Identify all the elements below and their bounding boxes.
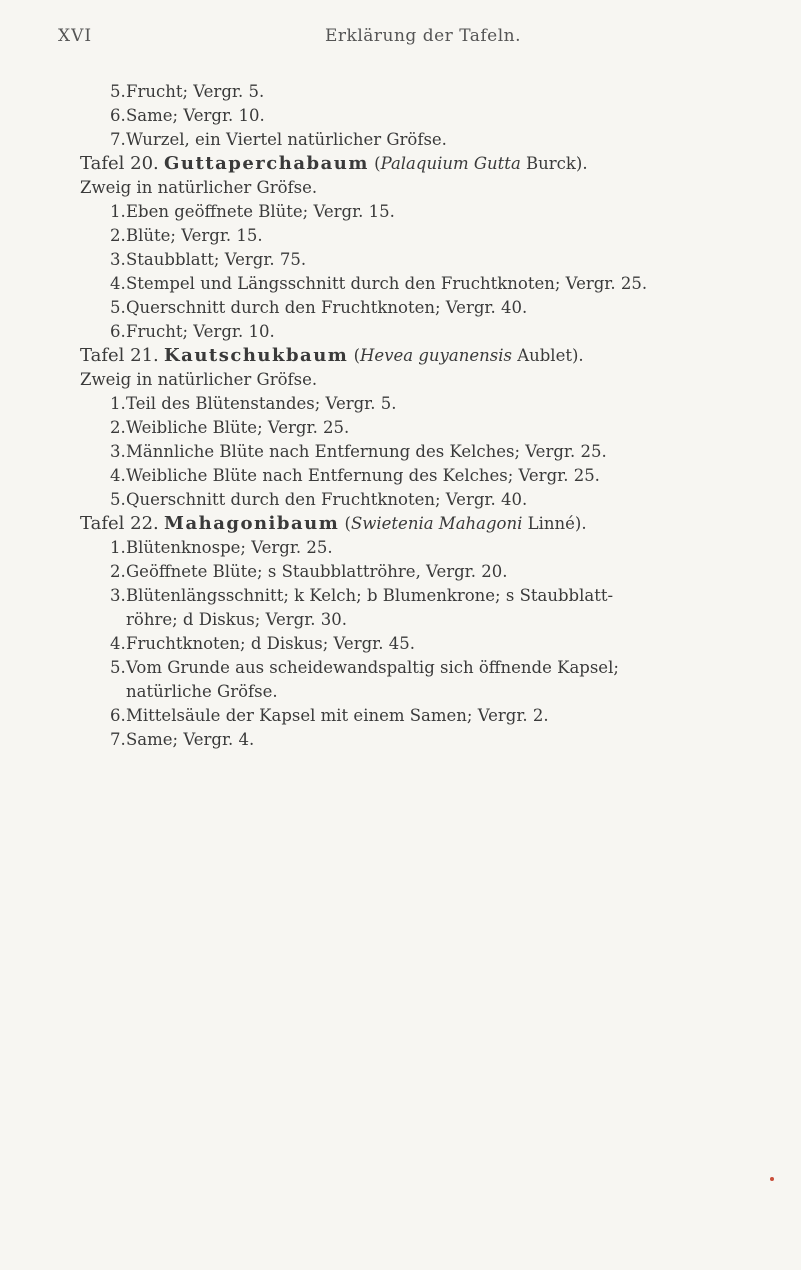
list-item xyxy=(80,296,780,320)
list-item xyxy=(80,728,780,752)
item-number: 6. xyxy=(110,706,126,725)
item-text: Frucht; Vergr. 10. xyxy=(126,322,275,341)
item-number: 6. xyxy=(110,106,126,125)
item-number: 2. xyxy=(110,226,126,245)
plate-paren-open: ( xyxy=(374,154,381,173)
item-text: Mittelsäule der Kapsel mit einem Samen; Vergr. 2. xyxy=(126,706,549,725)
item-text: Querschnitt durch den Fruchtknoten; Vergr. 40. xyxy=(126,298,528,317)
list-item xyxy=(80,248,780,272)
item-number: 7. xyxy=(110,130,126,149)
item-number: 4. xyxy=(110,274,126,293)
list-item xyxy=(80,224,780,248)
item-text: Männliche Blüte nach Entfernung des Kelches; Vergr. 25. xyxy=(126,442,607,461)
list-item xyxy=(80,536,780,560)
item-number: 5. xyxy=(110,82,126,101)
plate-label: Tafel 20. xyxy=(80,153,159,174)
item-text: Teil des Blütenstandes; Vergr. 5. xyxy=(126,394,397,413)
scientific-name: Swietenia Mahagoni xyxy=(350,514,523,533)
plate-authority: Linné). xyxy=(527,514,587,533)
plate-title: Kautschukbaum xyxy=(164,345,349,366)
item-number: 2. xyxy=(110,562,126,581)
item-text: Blüte; Vergr. 15. xyxy=(126,226,263,245)
item-text: Blütenknospe; Vergr. 25. xyxy=(126,538,333,557)
plate-title: Guttaperchabaum xyxy=(164,153,369,174)
item-number: 4. xyxy=(110,466,126,485)
ink-spot xyxy=(770,1177,774,1181)
item-text: Weibliche Blüte nach Entfernung des Kelches; Vergr. 25. xyxy=(126,466,600,485)
item-number: 3. xyxy=(110,586,126,605)
item-text: Querschnitt durch den Fruchtknoten; Vergr. 40. xyxy=(126,490,528,509)
list-item xyxy=(80,656,780,680)
item-number: 3. xyxy=(110,250,126,269)
item-text: Geöffnete Blüte; s Staubblattröhre, Vergr. 20. xyxy=(126,562,508,581)
page-number: XVI xyxy=(58,26,93,46)
item-number: 5. xyxy=(110,658,126,677)
list-item xyxy=(80,584,780,608)
running-title: Erklärung der Tafeln. xyxy=(325,26,521,46)
item-number: 6. xyxy=(110,322,126,341)
plate-authority: Burck). xyxy=(526,154,588,173)
list-item xyxy=(80,320,780,344)
item-text: Vom Grunde aus scheidewandspaltig sich öffnende Kapsel; xyxy=(126,658,619,677)
item-number: 3. xyxy=(110,442,126,461)
scientific-name: Hevea guyanensis xyxy=(360,346,512,365)
item-text: Blütenlängsschnitt; k Kelch; b Blumenkrone; s Staubblatt- xyxy=(126,586,614,605)
item-text: Stempel und Längsschnitt durch den Fruchtknoten; Vergr. 25. xyxy=(126,274,648,293)
list-item xyxy=(80,704,780,728)
item-continuation: röhre; d Diskus; Vergr. 30. xyxy=(126,610,348,629)
plate-heading xyxy=(80,152,780,176)
item-number: 2. xyxy=(110,418,126,437)
list-item xyxy=(80,104,780,128)
list-item xyxy=(80,272,780,296)
plate-heading xyxy=(80,344,780,368)
item-number: 1. xyxy=(110,538,126,557)
list-item xyxy=(80,416,780,440)
plate-description: Zweig in natürlicher Gröfse. xyxy=(80,370,318,389)
page-header xyxy=(58,26,761,56)
scientific-name: Palaquium Gutta xyxy=(380,154,521,173)
item-text: Staubblatt; Vergr. 75. xyxy=(126,250,307,269)
plate-paren-open: ( xyxy=(344,514,351,533)
item-continuation: natürliche Gröfse. xyxy=(126,682,278,701)
list-item xyxy=(80,632,780,656)
item-number: 7. xyxy=(110,730,126,749)
item-text: Frucht; Vergr. 5. xyxy=(126,82,265,101)
list-item xyxy=(80,392,780,416)
item-number: 4. xyxy=(110,634,126,653)
plate-title: Mahagonibaum xyxy=(164,513,340,534)
item-number: 1. xyxy=(110,202,126,221)
item-text: Wurzel, ein Viertel natürlicher Gröfse. xyxy=(126,130,447,149)
list-item xyxy=(80,200,780,224)
item-text: Same; Vergr. 4. xyxy=(126,730,255,749)
list-item xyxy=(80,488,780,512)
plate-explanations xyxy=(80,80,780,752)
item-number: 5. xyxy=(110,490,126,509)
list-item xyxy=(80,128,780,152)
item-text: Eben geöffnete Blüte; Vergr. 15. xyxy=(126,202,395,221)
list-item xyxy=(80,80,780,104)
list-item xyxy=(80,440,780,464)
plate-description: Zweig in natürlicher Gröfse. xyxy=(80,178,318,197)
plate-label: Tafel 21. xyxy=(80,345,159,366)
plate-authority: Aublet). xyxy=(517,346,584,365)
plate-paren-open: ( xyxy=(353,346,361,365)
list-item xyxy=(80,560,780,584)
plate-label: Tafel 22. xyxy=(80,513,159,534)
item-text: Weibliche Blüte; Vergr. 25. xyxy=(126,418,350,437)
plate-heading xyxy=(80,512,780,536)
item-text: Same; Vergr. 10. xyxy=(126,106,265,125)
item-number: 1. xyxy=(110,394,126,413)
list-item xyxy=(80,464,780,488)
item-text: Fruchtknoten; d Diskus; Vergr. 45. xyxy=(126,634,415,653)
item-number: 5. xyxy=(110,298,126,317)
